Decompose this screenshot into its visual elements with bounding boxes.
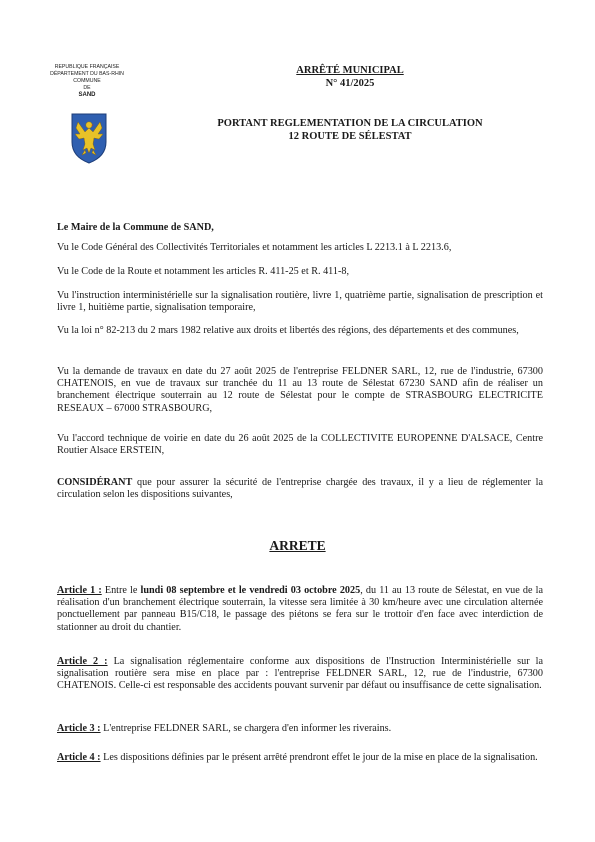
considerant-paragraph [57,477,543,501]
article-2 [57,656,543,693]
vu-paragraph-5: Vu la demande de travaux en date du 27 août 2025 de l'entreprise FELDNER SARL, 12, rue de l'industrie, 67300 CHATENOIS, en vue de travaux sur tranchée du 11 au 13 route de Sélestat 67230 SAND afin de réaliser un branchement électrique souterrain au 12 route de Sélestat pour le compte de STRASBOURG ELECTRICITE RESEAUX – 67000 STRASBOURG, [57,366,543,414]
article-1-dates: lundi 08 septembre et le vendredi 03 octobre 2025 [140,585,361,596]
arrete-number: N° 41/2025 [325,78,375,89]
vu-paragraph-3: Vu l'instruction interministérielle sur la signalisation routière, livre 1, quatrième partie, signalisation de prescription et livre 1, huitième partie, signalisation temporaire, [57,290,543,314]
article-2-label: Article 2 : [57,656,108,667]
article-1-text: , du 11 au 13 route de Sélestat, en vue de la réalisation d'un branchement électrique souterrain, la vitesse sera limitée à 30 km/heure avec une circulation alternée ponctuellement par panneau B15/C18, le passage des piétons se fera sur le trottoir d'en face avec interdiction de stationner au droit du chantier. [57,585,543,633]
maire-line: Le Maire de la Commune de SAND, [57,222,214,233]
letterhead [46,64,128,99]
article-4-label: Article 4 : [57,752,101,763]
coat-of-arms-icon [70,112,108,164]
considerant-label: CONSIDÉRANT [57,477,133,488]
article-4 [57,752,543,764]
subject-line-2: 12 ROUTE DE SÉLESTAT [288,131,412,142]
vu-paragraph-1: Vu le Code Général des Collectivités Territoriales et notamment les articles L 2213.1 à L 2213.6, [57,242,452,253]
vu-paragraph-2: Vu le Code de la Route et notamment les articles R. 411-25 et R. 411-8, [57,266,350,277]
title-block [190,64,510,90]
subject-line-1: PORTANT REGLEMENTATION DE LA CIRCULATION [217,118,483,129]
article-3-label: Article 3 : [57,723,101,734]
article-2-text: La signalisation réglementaire conforme aux dispositions de l'Instruction Interministérielle sur la signalisation routière sera mise en place par : l'entreprise FELDNER SARL, 12, rue de l'industrie, 67300 CHATENOIS. Celle-ci est responsable des accidents pouvant survenir par défaut ou insuffisance de cette signalisation. [57,656,543,692]
departement-label: DÉPARTEMENT DU BAS-RHIN [50,71,124,77]
commune-label: COMMUNE [73,78,101,84]
arrete-subject [190,117,510,143]
article-1-pre: Entre le [101,585,141,596]
arrete-heading: ARRETE [269,538,326,553]
article-4-text: Les dispositions définies par le présent arrêté prendront effet le jour de la mise en place de la signalisation. [100,752,538,763]
article-1-label: Article 1 : [57,585,102,596]
republique-label: REPUBLIQUE FRANÇAISE [54,64,120,70]
considerant-text: que pour assurer la sécurité de l'entreprise chargée des travaux, il y a lieu de réglementer la circulation selon les dispositions suivantes, [57,477,543,501]
commune-name: SAND [78,92,96,98]
vu-paragraph-6: Vu l'accord technique de voirie en date du 26 août 2025 de la COLLECTIVITE EUROPENNE D'ALSACE, Centre Routier Alsace ERSTEIN, [57,433,543,457]
de-label: DE [83,85,91,91]
article-3 [57,723,543,735]
vu-paragraph-4: Vu la loi n° 82-213 du 2 mars 1982 relative aux droits et libertés des régions, des départements et des communes, [57,325,519,336]
article-1 [57,585,543,634]
arrete-title: ARRÊTÉ MUNICIPAL [296,65,404,76]
article-3-text: L'entreprise FELDNER SARL, se chargera d'en informer les riverains. [100,723,392,734]
